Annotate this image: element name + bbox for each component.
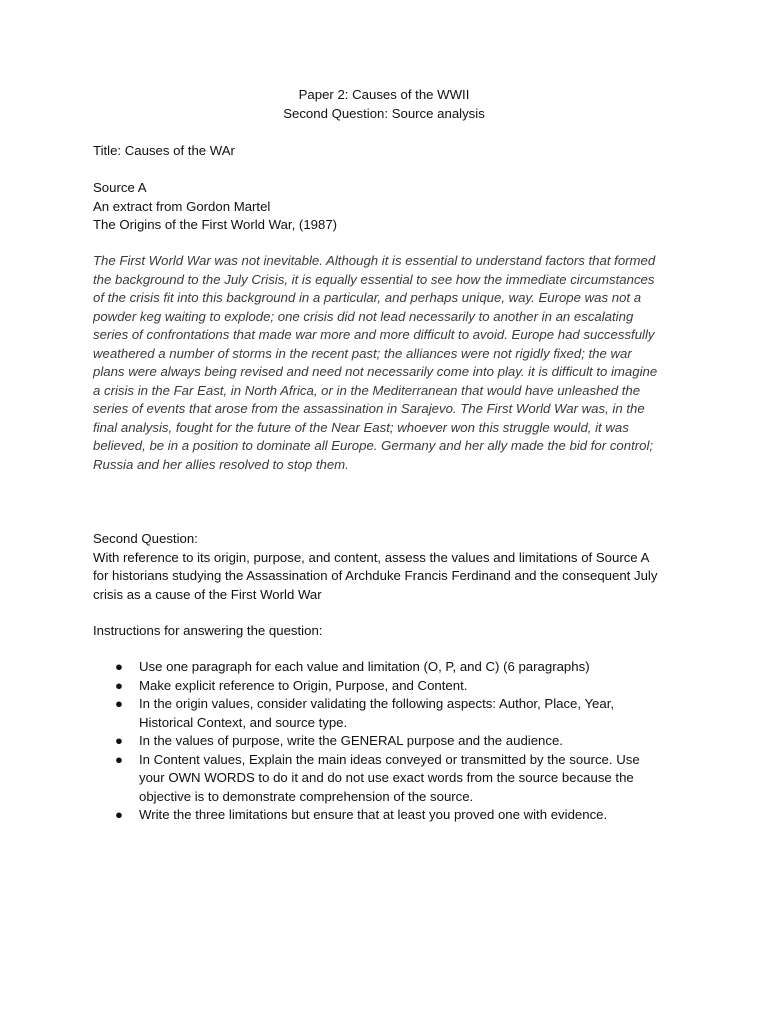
paper-subtitle: Second Question: Source analysis [283,105,485,121]
instruction-line: objective is to demonstrate comprehension of the source. [139,788,474,804]
instructions-list [93,658,693,825]
passage-line: believed, be in a position to dominate all Europe. Germany and her ally made the bid for control; [93,438,654,453]
passage-line: weathered a number of storms in the recent past; the alliances were not rigidly fixed; the war [93,345,632,361]
instruction-line: In the values of purpose, write the GENERAL purpose and the audience. [139,733,563,748]
paper-title: Paper 2: Causes of the WWII [298,87,470,102]
source-passage [93,252,693,474]
instructions-heading: Instructions for answering the question: [93,623,323,638]
passage-line: series of confrontations that made war more and more difficult to avoid. Europe had successfully [93,327,655,342]
bullet-icon: ● [115,677,123,693]
instruction-line: In Content values, Explain the main ideas conveyed or transmitted by the source. Use [139,751,640,767]
instruction-item [93,751,693,807]
passage-line: series of events that arose from the assassination in Sarajevo. The First World War was, in the [93,401,645,416]
question-heading: Second Question: [93,531,198,546]
bullet-icon: ● [115,751,123,767]
question-line: for historians studying the Assassination of Archduke Francis Ferdinand and the consequent July [93,568,658,583]
question-line: crisis as a cause of the First World War [93,586,322,602]
bullet-icon: ● [115,807,123,822]
instruction-item [93,658,693,677]
passage-line: The First World War was not inevitable. Although it is essential to understand factors that formed [93,253,656,268]
source-citation [93,179,693,235]
instruction-line: Use one paragraph for each value and limitation (O, P, and C) (6 paragraphs) [139,659,590,674]
passage-line: Russia and her allies resolved to stop them. [93,456,349,472]
instruction-line: Make explicit reference to Origin, Purpose, and Content. [139,677,468,693]
bullet-icon: ● [115,733,123,748]
passage-line: final analysis, fought for the future of the Near East; whoever won this struggle would, it was [93,419,629,435]
essay-title: Title: Causes of the WAr [93,143,235,158]
bullet-icon: ● [115,696,123,711]
source-extract: An extract from Gordon Martel [93,198,271,214]
instruction-item [93,695,693,732]
instruction-line: Historical Context, and source type. [139,714,348,730]
passage-line: powder keg waiting to explode; one crisis did not lead necessarily to another in an escalating [93,308,634,324]
source-label: Source A [93,180,147,195]
passage-line: a crisis in the Far East, in North Africa, or in the Mediterranean that would have unleashed the [93,382,641,398]
question-block [93,530,693,604]
passage-line: plans were always being revised and need not necessarily come into play. it is difficult to imagine [93,364,658,379]
instruction-item [93,806,693,825]
instruction-item [93,677,693,696]
passage-line: the background to the July Crisis, it is equally essential to see how the immediate circumstances [93,271,655,287]
bullet-icon: ● [115,659,123,674]
document-header [0,86,768,123]
instruction-line: In the origin values, consider validating the following aspects: Author, Place, Year, [139,696,615,711]
instruction-line: Write the three limitations but ensure that at least you proved one with evidence. [139,807,608,822]
passage-line: of the crisis fit into this background in a particular, and perhaps unique, way. Europe was not a [93,290,642,305]
instruction-line: your OWN WORDS to do it and do not use exact words from the source because the [139,770,634,785]
source-book: The Origins of the First World War, (1987) [93,217,338,232]
instruction-item [93,732,693,751]
question-line: With reference to its origin, purpose, and content, assess the values and limitations of Source A [93,549,650,565]
